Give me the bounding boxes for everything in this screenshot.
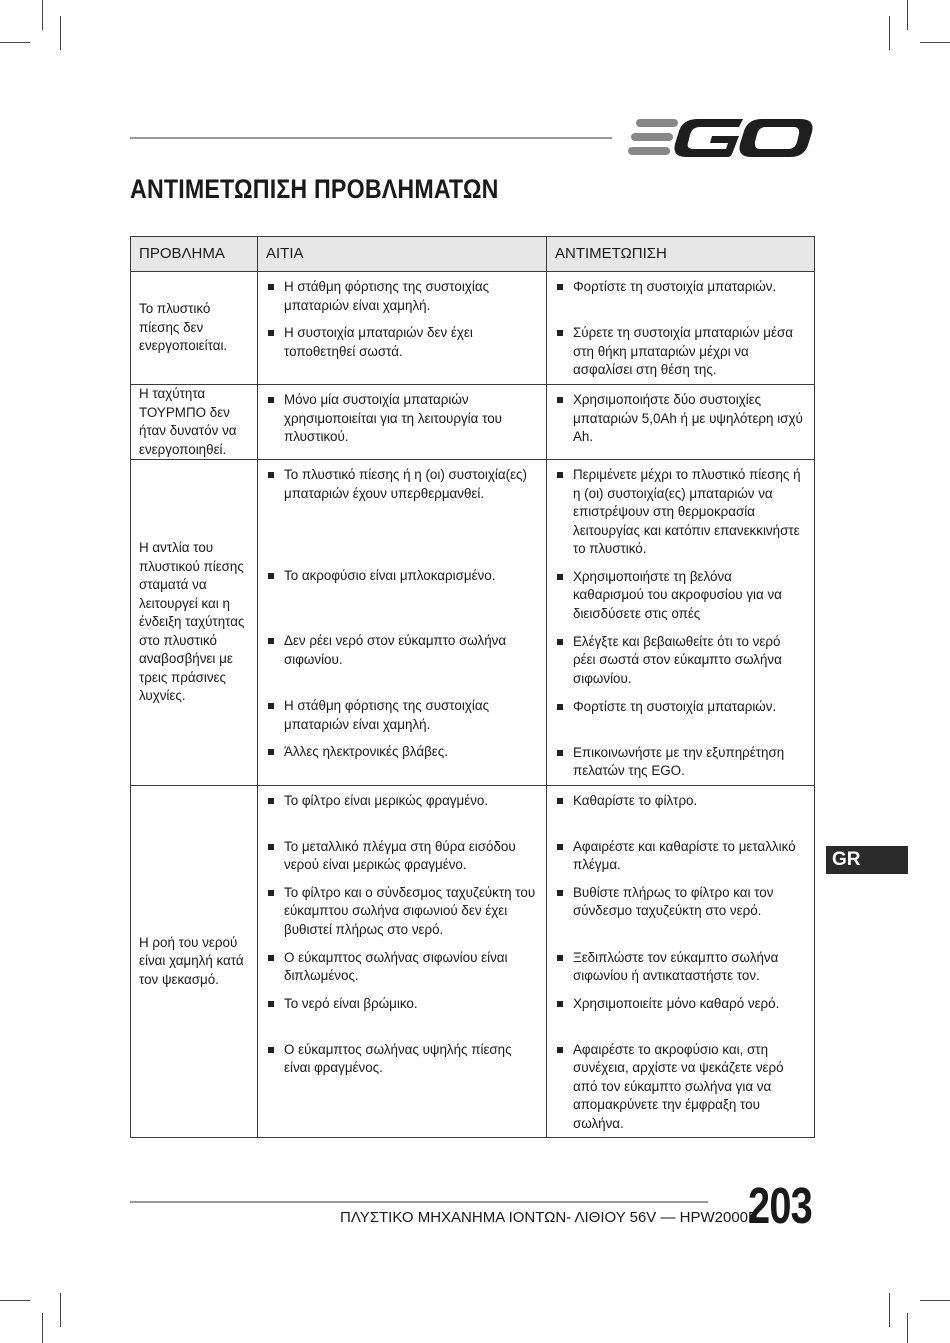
column-header-solution: ΑΝΤΙΜΕΤΩΠΙΣΗ <box>547 237 815 272</box>
bullet-icon <box>268 798 274 804</box>
bullet-icon <box>268 330 274 336</box>
solution-item <box>555 792 806 829</box>
solution-item-text: Χρησιμοποιείτε μόνο καθαρό νερό. <box>573 995 780 1011</box>
column-header-problem: ΠΡΟΒΛΗΜΑ <box>131 237 258 272</box>
bullet-icon <box>268 1001 274 1007</box>
solution-item <box>555 278 806 315</box>
solution-item <box>555 744 806 781</box>
language-tab: GR <box>826 846 908 874</box>
table-row <box>131 385 815 460</box>
cause-cell <box>258 385 547 460</box>
solution-item <box>555 949 806 986</box>
solution-item-text: Φορτίστε τη συστοιχία μπαταριών. <box>573 698 777 714</box>
ego-logo <box>628 116 814 160</box>
footer-text: ΠΛΥΣΤΙΚΟ ΜΗΧΑΝΗΜΑ ΙΟΝΤΩΝ- ΛΙΘΙΟΥ 56V — HPW2000E <box>340 1209 759 1226</box>
solution-item <box>555 1041 806 1134</box>
cause-item <box>266 995 538 1032</box>
solution-item-text: Φορτίστε τη συστοιχία μπαταριών. <box>573 279 777 294</box>
troubleshooting-table <box>130 236 815 1138</box>
bullet-icon <box>268 749 274 755</box>
crop-mark <box>60 16 61 50</box>
bullet-icon <box>557 955 563 961</box>
bullet-icon <box>557 330 563 336</box>
solution-item-text: Βυθίστε πλήρως το φίλτρο και τον σύνδεσμο ταχυζεύκτη στο νερό. <box>573 884 774 918</box>
solution-cell <box>547 785 815 1138</box>
solution-item-text: Αφαιρέστε και καθαρίστε το μεταλλικό πλέγμα. <box>573 838 796 872</box>
cause-item <box>266 391 538 447</box>
cause-cell <box>258 460 547 786</box>
bullet-icon <box>557 890 563 896</box>
solution-item <box>555 838 806 875</box>
ego-logo-e <box>628 119 678 155</box>
cause-item <box>266 949 538 986</box>
cause-cell <box>258 272 547 385</box>
bullet-icon <box>557 639 563 645</box>
crop-mark <box>42 0 43 30</box>
solution-item <box>555 884 806 940</box>
cause-item-text: Η στάθμη φόρτισης της συστοιχίας μπαταριών είναι χαμηλή. <box>284 279 490 313</box>
bullet-icon <box>268 890 274 896</box>
cause-item-text: Η στάθμη φόρτισης της συστοιχίας μπαταριών είναι χαμηλή. <box>284 698 490 732</box>
cause-item <box>266 884 538 940</box>
solution-item-text: Καθαρίστε το φίλτρο. <box>573 792 698 808</box>
solution-cell <box>547 385 815 460</box>
cause-item-text: Ο εύκαμπτος σωλήνας υψηλής πίεσης είναι φραγμένος. <box>284 1041 512 1075</box>
crop-mark <box>907 0 908 30</box>
cause-item-text: Το φίλτρο και ο σύνδεσμος ταχυζεύκτη του εύκαμπτου σωλήνα σιφωνιού δεν έχει βυθιστεί πλήρως στο νερό. <box>284 884 536 937</box>
cause-cell <box>258 785 547 1138</box>
solution-item-text: Ξεδιπλώστε τον εύκαμπτο σωλήνα σιφωνίου ή αντικαταστήστε τον. <box>573 949 779 983</box>
crop-mark <box>889 1293 890 1327</box>
bullet-icon <box>557 574 563 580</box>
crop-mark <box>889 16 890 50</box>
header-rule <box>130 137 612 139</box>
cause-item-text: Το πλυστικό πίεσης ή η (οι) συστοιχία(ες) μπαταριών έχουν υπερθερμανθεί. <box>284 467 527 501</box>
solution-cell <box>547 460 815 786</box>
bullet-icon <box>557 472 563 478</box>
cause-item <box>266 278 538 315</box>
table-row <box>131 785 815 1138</box>
solution-item <box>555 633 806 689</box>
bullet-icon <box>557 798 563 804</box>
page-number: 203 <box>748 1177 813 1234</box>
cause-item-text: Το μεταλλικό πλέγμα στη θύρα εισόδου νερού είναι μερικώς φραγμένο. <box>284 838 516 872</box>
bullet-icon <box>268 284 274 290</box>
bullet-icon <box>268 472 274 478</box>
solution-item-text: Χρησιμοποιήστε τη βελόνα καθαρισμού του ακροφυσίου για να διεισδύσετε στις οπές <box>573 568 782 621</box>
cause-item-text: Άλλες ηλεκτρονικές βλάβες. <box>284 744 448 759</box>
bullet-icon <box>268 955 274 961</box>
bullet-icon <box>557 397 563 403</box>
cause-item-text: Δεν ρέει νερό στον εύκαμπτο σωλήνα σιφωνίου. <box>284 633 507 667</box>
ego-logo-o <box>740 119 813 157</box>
cause-item <box>266 567 538 623</box>
bullet-icon <box>268 844 274 850</box>
table-row <box>131 460 815 786</box>
crop-mark <box>60 1293 61 1327</box>
solution-item-text: Επικοινωνήστε με την εξυπηρέτηση πελατών της EGO. <box>573 744 785 778</box>
cause-item <box>266 743 538 780</box>
bullet-icon <box>268 573 274 579</box>
bullet-icon <box>557 1001 563 1007</box>
cause-item-text: Το ακροφύσιο είναι μπλοκαρισμένο. <box>284 568 496 583</box>
bullet-icon <box>557 844 563 850</box>
solution-item <box>555 568 806 624</box>
cause-item-text: Μόνο μία συστοιχία μπαταριών χρησιμοποιείται για τη λειτουργία του πλυστικού. <box>284 392 502 444</box>
column-header-cause: ΑΙΤΙΑ <box>258 237 547 272</box>
bullet-icon <box>557 284 563 290</box>
solution-item <box>555 995 806 1032</box>
crop-mark <box>0 42 30 43</box>
crop-mark <box>0 1300 30 1301</box>
cause-item <box>266 466 538 558</box>
cause-item-text: Το νερό είναι βρώμικο. <box>284 995 418 1011</box>
cause-item-text: Ο εύκαμπτος σωλήνας σιφωνίου είναι διπλωμένος. <box>284 949 508 983</box>
solution-item-text: Αφαιρέστε το ακροφύσιο και, στη συνέχεια, αρχίστε να ψεκάζετε νερό από τον εύκαμπτο σωλήνα για να απομακρύνετε την έμφραξη του σωλήνα. <box>573 1041 784 1131</box>
solution-item-text: Ελέγξτε και βεβαιωθείτε ότι το νερό ρέει σωστά στον εύκαμπτο σωλήνα σιφωνίου. <box>573 633 782 686</box>
cause-item <box>266 632 538 688</box>
table-body <box>131 272 815 1138</box>
solution-item <box>555 324 806 380</box>
footer-rule <box>130 1201 708 1203</box>
solution-item <box>555 698 806 735</box>
solution-item <box>555 391 806 447</box>
page-title: ΑΝΤΙΜΕΤΩΠΙΣΗ ΠΡΟΒΛΗΜΑΤΩΝ <box>130 174 499 204</box>
solution-item-text: Περιμένετε μέχρι το πλυστικό πίεσης ή η (οι) συστοιχία(ες) μπαταριών να επιστρέψουν στη θερμοκρασία λειτουργίας και κατόπιν επανεκκινήστε το πλυστικό. <box>573 467 801 556</box>
bullet-icon <box>557 750 563 756</box>
problem-cell: Η ροή του νερού είναι χαμηλή κατά τον ψεκασμό. <box>131 785 258 1138</box>
cause-item <box>266 792 538 829</box>
problem-cell: Η ταχύτητα ΤΟΥΡΜΠΟ δεν ήταν δυνατόν να ενεργοποιηθεί. <box>131 385 258 460</box>
bullet-icon <box>268 397 274 403</box>
cause-item <box>266 838 538 875</box>
crop-mark <box>907 1313 908 1343</box>
solution-item-text: Σύρετε τη συστοιχία μπαταριών μέσα στη θήκη μπαταριών μέχρι να ασφαλίσει στη θέση της. <box>573 325 793 377</box>
ego-logo-g <box>674 119 743 157</box>
bullet-icon <box>268 703 274 709</box>
cause-item-text: Το φίλτρο είναι μερικώς φραγμένο. <box>284 792 489 808</box>
solution-cell <box>547 272 815 385</box>
bullet-icon <box>268 638 274 644</box>
crop-mark <box>920 42 950 43</box>
table-row <box>131 272 815 385</box>
cause-item <box>266 324 538 380</box>
crop-mark <box>920 1300 950 1301</box>
problem-cell: Το πλυστικό πίεσης δεν ενεργοποιείται. <box>131 272 258 385</box>
cause-item <box>266 697 538 734</box>
bullet-icon <box>268 1047 274 1053</box>
solution-item-text: Χρησιμοποιήστε δύο συστοιχίες μπαταριών 5,0Ah ή με υψηλότερη ισχύ Ah. <box>573 392 803 444</box>
table-header-row <box>131 237 815 272</box>
solution-item <box>555 466 806 559</box>
bullet-icon <box>557 1047 563 1053</box>
cause-item-text: Η συστοιχία μπαταριών δεν έχει τοποθετηθεί σωστά. <box>284 325 473 359</box>
bullet-icon <box>557 704 563 710</box>
problem-cell: Η αντλία του πλυστικού πίεσης σταματά να λειτουργεί και η ένδειξη ταχύτητας στο πλυστικό αναβοσβήνει με τρεις πράσινες λυχνίες. <box>131 460 258 786</box>
crop-mark <box>42 1313 43 1343</box>
cause-item <box>266 1041 538 1097</box>
